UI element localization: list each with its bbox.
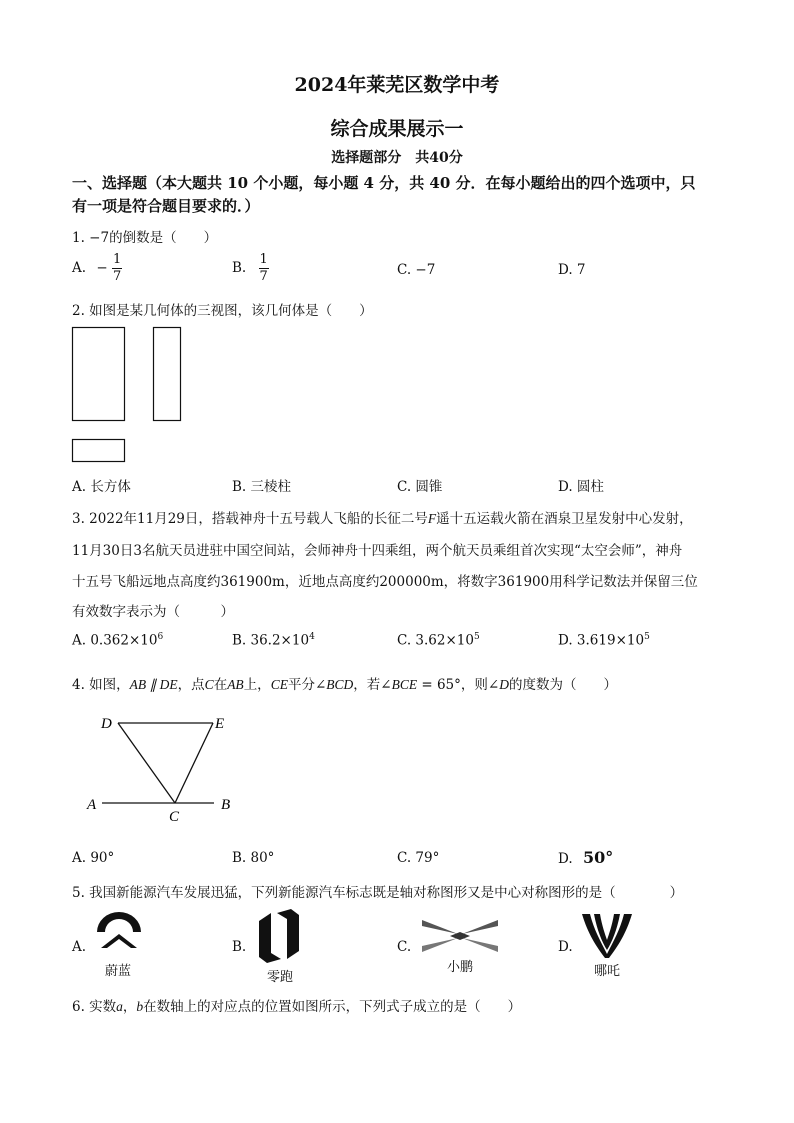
question-2-stem: 2. 如图是某几何体的三视图，该几何体是（ ） xyxy=(72,303,373,319)
q2-option-b: B. 三棱柱 xyxy=(232,479,292,495)
q5-option-d-name: 哪吒 xyxy=(593,964,620,979)
label-e: E xyxy=(215,716,225,732)
q4-angle-d: D xyxy=(499,677,509,692)
section-heading-line2: 有一项是符合题目要求的．） xyxy=(72,197,260,215)
label-b: B xyxy=(221,797,231,813)
q6-text-3: 在数轴上的对应点的位置如图所示，下列式子成立的是（ ） xyxy=(143,999,522,1015)
q1-a-numerator: 1 xyxy=(112,252,122,267)
q4-text-3: 在 xyxy=(213,677,228,693)
question-6-stem xyxy=(72,995,521,1015)
q4-text-8: 的度数为（ ） xyxy=(508,677,617,693)
q1-option-d: D. 7 xyxy=(558,262,586,278)
q1-b-denominator: 7 xyxy=(259,269,268,284)
q4-text-6: ，若∠ xyxy=(353,677,392,693)
q3-line1-part-b: 遥十五运载火箭在酒泉卫星发射中心发射， xyxy=(436,511,693,527)
q1-option-a-sign: − xyxy=(96,260,108,276)
nio-logo-icon xyxy=(93,910,145,960)
q1-option-c: C. −7 xyxy=(397,262,436,278)
page-title: 2024年莱芜区数学中考 xyxy=(294,74,500,96)
q4-ab-parallel-de: AB ∥ DE xyxy=(129,677,178,692)
q2-option-a: A. 长方体 xyxy=(72,479,131,495)
line-dc xyxy=(118,723,175,803)
q6-text-2: ， xyxy=(122,999,137,1015)
xpeng-logo-icon xyxy=(420,918,500,954)
q4-option-d xyxy=(558,848,613,867)
q6-text-1: 6. 实数 xyxy=(72,999,117,1015)
label-c: C xyxy=(169,809,180,825)
q5-option-c-name: 小鹏 xyxy=(446,960,473,975)
q5-option-b-name: 零跑 xyxy=(266,970,293,985)
leapmotor-logo-icon xyxy=(253,907,305,965)
label-a: A xyxy=(87,797,97,813)
q4-segment-ab: AB xyxy=(227,677,244,692)
part-heading: 选择题部分 共40分 xyxy=(331,150,463,166)
question-3-line2: 11月30日3名航天员进驻中国空间站，会师神舟十四乘组，两个航天员乘组首次实现“太空会师”，神舟 xyxy=(72,543,683,559)
q4-angle-bcd: BCD xyxy=(326,677,354,692)
q4-segment-ce: CE xyxy=(270,677,288,692)
q1-b-numerator: 1 xyxy=(259,252,268,267)
q3-d-exp: 5 xyxy=(644,632,650,642)
q5-option-a-name: 蔚蓝 xyxy=(104,964,131,979)
q4-option-d-value: 50° xyxy=(582,848,614,867)
q2-option-d: D. 圆柱 xyxy=(558,479,604,495)
q3-c-base: C. 3.62×10 xyxy=(397,632,474,649)
q2-option-c: C. 圆锥 xyxy=(397,479,443,495)
q3-b-exp: 4 xyxy=(309,632,315,642)
q4-option-b: B. 80° xyxy=(232,850,275,866)
q4-option-d-label: D. xyxy=(558,851,573,867)
q5-option-a-label: A. xyxy=(72,939,87,955)
q5-option-c-label: C. xyxy=(397,939,412,955)
q4-text-2: ，点 xyxy=(177,677,205,693)
page-subtitle: 综合成果展示一 xyxy=(330,118,464,140)
q3-b-base: B. 36.2×10 xyxy=(232,632,310,649)
question-1-stem: 1. −7的倒数是（ ） xyxy=(72,230,218,246)
q5-option-d-label: D. xyxy=(558,939,573,955)
q1-option-b-label: B. xyxy=(232,260,247,276)
neta-logo-icon xyxy=(580,910,634,958)
question-3-line4: 有效数字表示为（ ） xyxy=(72,604,234,620)
q4-angle-bce: BCE xyxy=(391,677,418,692)
q4-text-4: 上， xyxy=(243,677,271,693)
q3-c-exp: 5 xyxy=(473,632,480,642)
q3-a-exp: 6 xyxy=(157,632,164,642)
q4-option-c: C. 79° xyxy=(397,850,440,866)
section-heading-line1: 一、选择题（本大题共 10 个小题，每小题 4 分，共 40 分．在每小题给出的四个选项中，只 xyxy=(72,174,696,192)
q4-text-7: = 65°，则∠ xyxy=(417,677,500,693)
q1-a-denominator: 7 xyxy=(112,269,122,284)
q4-point-c: C xyxy=(204,677,214,692)
question-3-line3: 十五号飞船远地点高度约361900m，近地点高度约200000m，将数字361900用科学记数法并保留三位 xyxy=(72,574,698,590)
q4-text-5: 平分∠ xyxy=(287,677,327,693)
q3-line1-part-a: 3. 2022年11月29日，搭载神舟十五号载人飞船的长征二号 xyxy=(72,511,428,527)
q4-text-1: 4. 如图， xyxy=(72,677,130,693)
q4-option-a: A. 90° xyxy=(72,850,115,866)
q5-option-b-label: B. xyxy=(232,939,247,955)
question-5-stem: 5. 我国新能源汽车发展迅猛，下列新能源汽车标志既是轴对称图形又是中心对称图形的是（ ） xyxy=(72,885,684,901)
q3-a-base: A. 0.362×10 xyxy=(72,632,158,649)
label-d: D xyxy=(101,716,112,732)
q1-option-a-label: A. xyxy=(72,260,87,276)
q3-line1-f: F xyxy=(427,511,437,526)
line-ec xyxy=(175,723,213,803)
q6-var-b: b xyxy=(136,999,144,1014)
q3-d-base: D. 3.619×10 xyxy=(558,632,645,649)
q6-var-a: a xyxy=(116,999,123,1014)
